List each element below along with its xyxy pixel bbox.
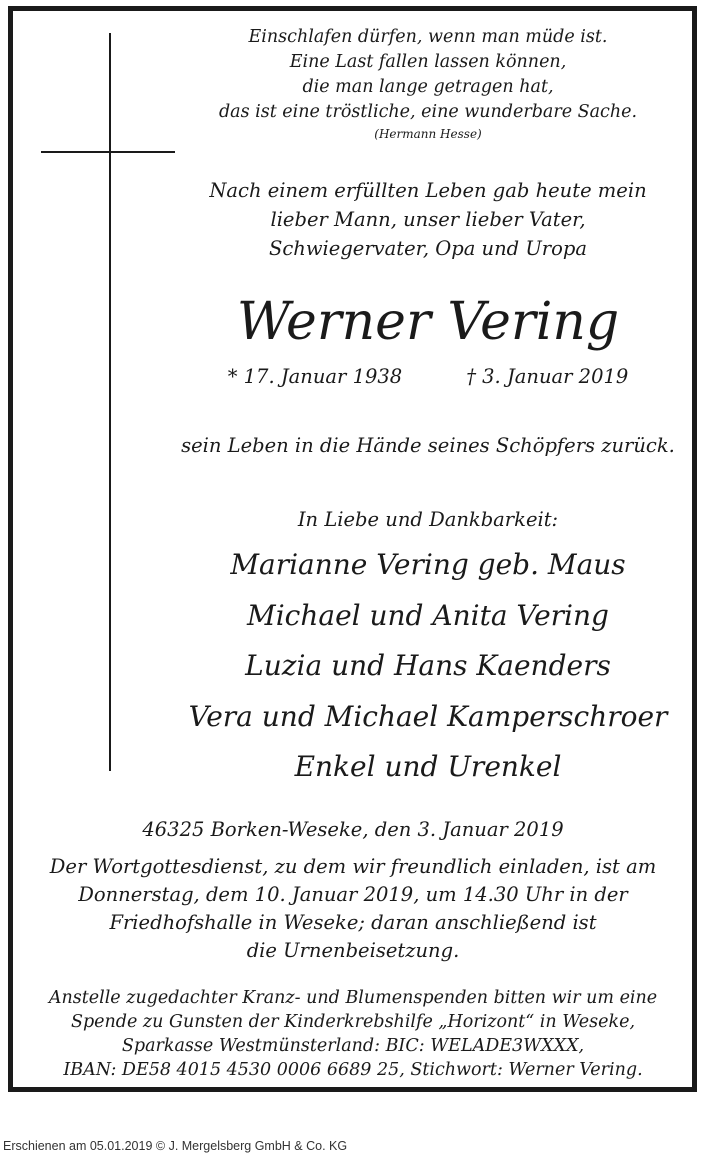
mourners-list: [163, 540, 693, 793]
life-dates: [183, 363, 673, 391]
mourner-name: Luzia und Hans Kaenders: [245, 649, 611, 682]
service-info: [33, 853, 673, 965]
intro-line: lieber Mann, unser lieber Vater,: [270, 208, 586, 231]
deceased-name: Werner Vering: [236, 292, 620, 352]
donation-line: Sparkasse Westmünsterland: BIC: WELADE3WXXX,: [121, 1036, 585, 1056]
poem-line: das ist eine tröstliche, eine wunderbare Sache.: [218, 102, 638, 122]
poem-line: die man lange getragen hat,: [302, 77, 554, 97]
service-line: Der Wortgottesdienst, zu dem wir freundlich einladen, ist am: [49, 855, 657, 878]
publication-footer: Erschienen am 05.01.2019 © J. Mergelsberg GmbH & Co. KG: [3, 1139, 348, 1153]
cross-icon-horizontal-beam: [41, 151, 175, 153]
intro-line: Schwiegervater, Opa und Uropa: [269, 237, 587, 260]
donation-line: IBAN: DE58 4015 4530 0006 6689 25, Stichwort: Werner Vering.: [63, 1060, 643, 1080]
mourner-name: Marianne Vering geb. Maus: [230, 548, 626, 581]
intro-line: Nach einem erfüllten Leben gab heute mein: [209, 179, 647, 202]
mourner-name: Enkel und Urenkel: [294, 750, 562, 783]
donation-line: Anstelle zugedachter Kranz- und Blumenspenden bitten wir um eine: [48, 988, 658, 1008]
place-date: 46325 Borken-Weseke, den 3. Januar 2019: [142, 818, 564, 841]
poem-line: Einschlafen dürfen, wenn man müde ist.: [248, 27, 608, 47]
donation-info: [33, 986, 673, 1082]
obituary-notice: [8, 6, 697, 1092]
mourner-name: Michael und Anita Vering: [247, 598, 609, 632]
thanks-heading: In Liebe und Dankbarkeit:: [297, 508, 559, 531]
mourner-name: Vera und Michael Kamperschroer: [188, 699, 668, 733]
service-line: Friedhofshalle in Weseke; daran anschließend ist: [109, 911, 597, 934]
birth-date: * 17. Januar 1938: [227, 365, 403, 388]
life-line: sein Leben in die Hände seines Schöpfers zurück.: [181, 434, 675, 457]
service-line: die Urnenbeisetzung.: [246, 939, 460, 962]
death-date: † 3. Januar 2019: [466, 365, 629, 388]
poem-author: (Hermann Hesse): [374, 127, 482, 141]
cross-icon-vertical-beam: [109, 33, 111, 771]
service-line: Donnerstag, dem 10. Januar 2019, um 14.30 Uhr in der: [78, 883, 628, 906]
poem-line: Eine Last fallen lassen können,: [289, 52, 567, 72]
poem: [183, 25, 673, 143]
intro-text: [183, 176, 673, 263]
donation-line: Spende zu Gunsten der Kinderkrebshilfe „Horizont“ in Weseke,: [70, 1012, 636, 1032]
